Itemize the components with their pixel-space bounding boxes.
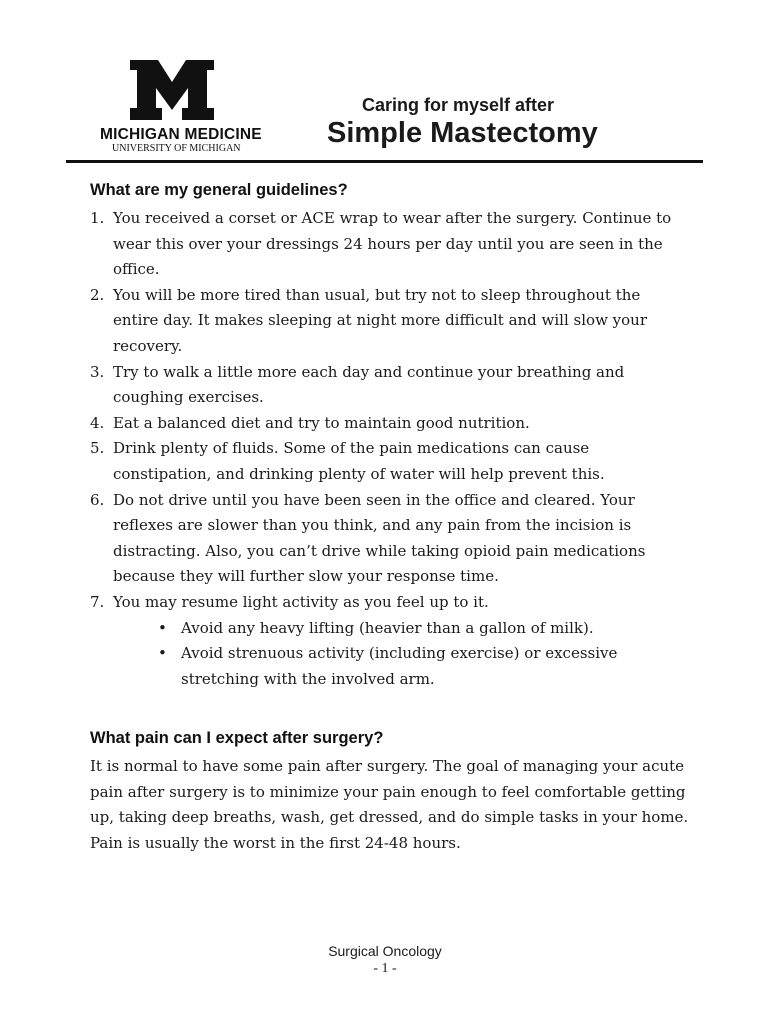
list-number: 2. bbox=[90, 285, 105, 304]
page-footer bbox=[0, 942, 770, 978]
document-title: Simple Mastectomy bbox=[327, 117, 598, 149]
list-number: 1. bbox=[90, 209, 105, 227]
list-number: 3. bbox=[90, 362, 105, 381]
list-item bbox=[90, 360, 690, 411]
list-number: 5. bbox=[90, 439, 105, 458]
footer-department: Surgical Oncology bbox=[328, 943, 442, 959]
document-body bbox=[90, 178, 690, 857]
list-item bbox=[90, 283, 690, 360]
header-divider bbox=[66, 160, 703, 163]
pain-paragraph: It is normal to have some pain after surgery. The goal of managing your acute pain after surgery is to minimize your pain enough to feel comfortable getting up, taking deep breaths, wash, get dressed, and do simple tasks in your home. Pain is usually the worst in the first 24-48 hours. bbox=[90, 757, 689, 853]
guidelines-list bbox=[90, 206, 690, 692]
sublist-item-text: Avoid any heavy lifting (heavier than a gallon of milk). bbox=[181, 618, 594, 637]
list-number: 6. bbox=[90, 490, 105, 509]
list-item bbox=[90, 590, 690, 692]
list-item-text: Do not drive until you have been seen in the office and cleared. Your reflexes are slower than you think, and any pain from the incision is distracting. Also, you can’t drive while taking opioid pain medications because they will further slow your response time. bbox=[113, 490, 646, 586]
list-item bbox=[90, 436, 690, 487]
activity-sublist bbox=[113, 616, 690, 693]
list-item bbox=[90, 411, 690, 437]
list-item-text: Try to walk a little more each day and continue your breathing and coughing exercises. bbox=[113, 362, 625, 407]
list-item bbox=[90, 488, 690, 590]
list-item bbox=[90, 206, 690, 283]
bullet-icon: • bbox=[158, 644, 167, 663]
section-heading-pain: What pain can I expect after surgery? bbox=[90, 729, 384, 748]
list-item-text: You will be more tired than usual, but try not to sleep throughout the entire day. It makes sleeping at night more difficult and will slow your recovery. bbox=[113, 285, 648, 355]
document-pretitle: Caring for myself after bbox=[362, 95, 555, 115]
list-item-text: Drink plenty of fluids. Some of the pain medications can cause constipation, and drinking plenty of water will help prevent this. bbox=[113, 439, 605, 483]
block-m-logo-icon bbox=[130, 60, 214, 120]
sublist-item bbox=[158, 641, 690, 692]
michigan-medicine-logo bbox=[100, 60, 262, 154]
list-item-text: Eat a balanced diet and try to maintain good nutrition. bbox=[113, 413, 530, 432]
list-item-text: You may resume light activity as you feel up to it. bbox=[113, 592, 489, 611]
bullet-icon: • bbox=[158, 618, 167, 637]
page-number: - 1 - bbox=[373, 961, 397, 976]
logo-subtitle-text: UNIVERSITY OF MICHIGAN bbox=[112, 143, 241, 154]
logo-brand-text: MICHIGAN MEDICINE bbox=[100, 126, 262, 143]
list-item-text: You received a corset or ACE wrap to wear after the surgery. Continue to wear this over your dressings 24 hours per day until you are seen in the office. bbox=[113, 209, 672, 279]
list-number: 4. bbox=[90, 413, 105, 432]
list-number: 7. bbox=[90, 592, 105, 611]
sublist-item-text: Avoid strenuous activity (including exercise) or excessive stretching with the involved arm. bbox=[181, 644, 618, 688]
sublist-item bbox=[158, 616, 690, 642]
section-heading-guidelines: What are my general guidelines? bbox=[90, 181, 348, 199]
